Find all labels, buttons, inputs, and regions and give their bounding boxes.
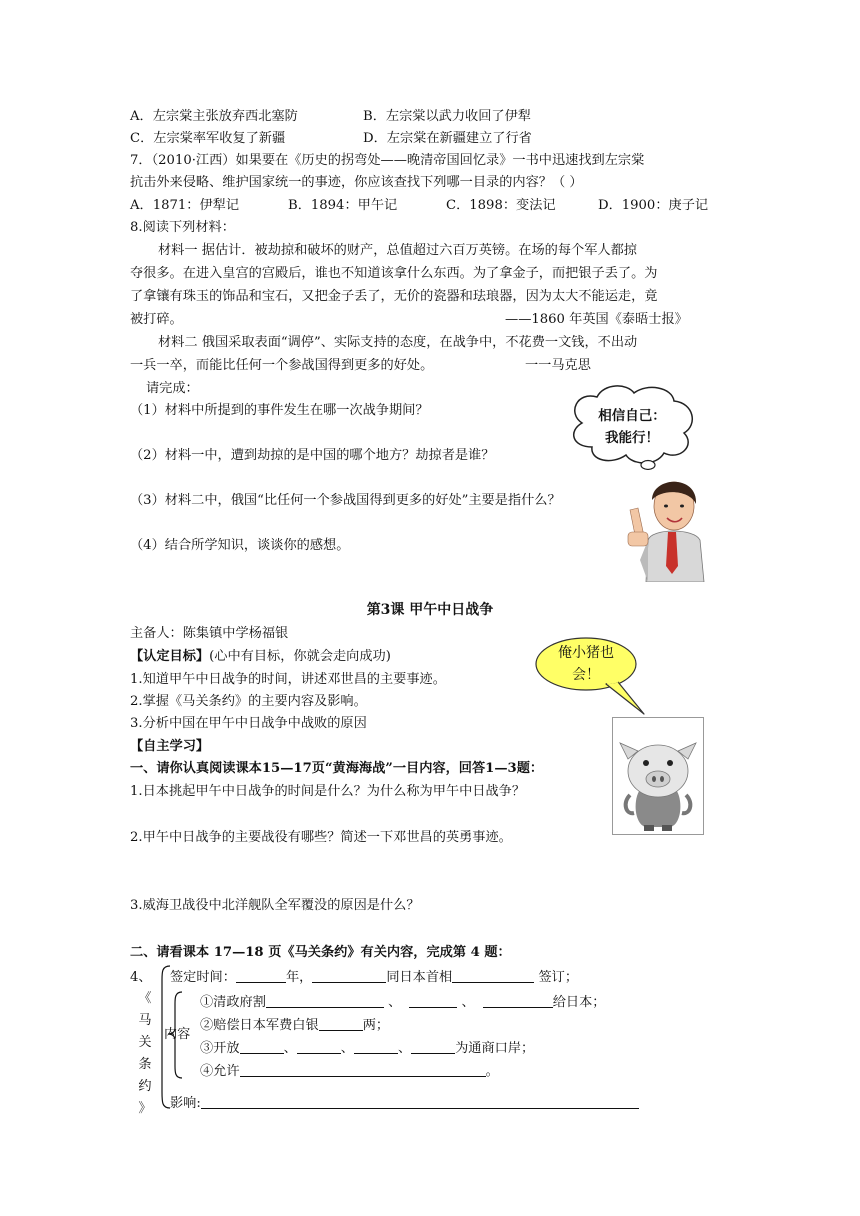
c1-blank-3[interactable] [483,993,553,1008]
q8-material2-source: 一一马克思 [525,358,591,373]
q8-material1-line4: 被打碎。 [130,312,183,327]
section2-heading: 二、请看课本 17—18 页《马关条约》有关内容，完成第 4 题： [130,945,511,960]
effect-row [170,1094,639,1114]
section1-q1: 1.日本挑起甲午中日战争的时间是什么？为什么称为甲午中日战争？ [130,784,526,799]
sign-person-blank[interactable] [312,968,386,983]
goal-heading: 【认定目标】 [130,649,210,664]
lesson-preparer: 主备人：陈集镇中学杨福银 [130,626,289,641]
sign-japan-pm-blank[interactable] [452,968,534,983]
c1-blank-2[interactable] [409,993,457,1008]
content-row-1 [200,993,605,1013]
q6-option-c: C．左宗棠率军收复了新疆 [130,131,286,146]
pig-picture [612,717,704,835]
bubble2-line2: 会！ [572,667,600,683]
q7-option-b: B．1894：甲午记 [288,198,398,213]
q6-option-a: A．左宗棠主张放弃西北塞防 [130,109,298,124]
q8-sub2: （2）材料一中，遭到劫掠的是中国的哪个地方？劫掠者是谁？ [130,448,495,463]
treaty-number: 4、 [130,970,152,985]
c3-sep: 、 [340,1041,354,1056]
c1-sep1: 、 [383,995,402,1010]
q7-option-c: C．1898：变法记 [446,198,556,213]
section1-q2: 2.甲午中日战争的主要战役有哪些？简述一下邓世昌的英勇事迹。 [130,830,512,845]
q8-please-complete: 请完成： [146,381,199,396]
c1-end: 给日本； [552,995,606,1010]
c3-blank-2[interactable] [297,1039,341,1054]
goal-heading-row [130,647,391,667]
q7-option-a: A．1871：伊犁记 [130,198,240,213]
q8-sub3: （3）材料二中，俄国“比任何一个参战国得到更多的好处”主要是指什么？ [130,493,561,508]
c1-label: ①清政府割 [200,995,266,1010]
bubble2-line1: 俺小猪也 [558,645,614,661]
treaty-vchar: 马 [138,1013,152,1028]
section1-q3: 3.威海卫战役中北洋舰队全军覆没的原因是什么？ [130,898,420,913]
sign-year-label: 年， [285,970,313,985]
q8-material2-line1: 材料二 俄国采取表面“调停”、实际支持的态度，在战争中，不花费一文钱，不出动 [158,335,638,350]
q6-option-d: D．左宗棠在新疆建立了行省 [363,131,532,146]
effect-blank[interactable] [201,1094,639,1109]
q7-option-d: D．1900：庚子记 [598,198,709,213]
c4-end: 。 [485,1064,499,1079]
c2-end: 两； [362,1018,390,1033]
goal-note: (心中有目标，你就会走向成功) [209,649,391,664]
treaty-vchar: 条 [138,1057,152,1072]
effect-label: 影响: [170,1096,201,1111]
q8-sub4: （4）结合所学知识，谈谈你的感想。 [130,538,350,553]
c3-label: ③开放 [200,1041,240,1056]
sign-year-blank[interactable] [236,968,286,983]
self-study-heading: 【自主学习】 [130,739,210,754]
bubble1-line2: 我能行！ [605,430,659,446]
c3-blank-4[interactable] [411,1039,455,1054]
c2-label: ②赔偿日本军费白银 [200,1018,319,1033]
treaty-vchar: 《 [138,991,152,1006]
sign-end: 签订； [534,970,579,985]
goal-3: 3.分析中国在甲午中日战争中战败的原因 [130,716,367,731]
q8-material2-line2: 一兵一卒，而能比任何一个参战国得到更多的好处。 [130,358,434,373]
goal-1: 1.知道甲午中日战争的时间，讲述邓世昌的主要事迹。 [130,672,446,687]
treaty-vchar: 》 [138,1101,152,1116]
q7-line2: 抗击外来侵略、维护国家统一的事迹，你应该查找下列哪一目录的内容？（ ） [130,175,583,190]
treaty-content-label: 内容 [164,1027,191,1042]
q8-intro: 8.阅读下列材料： [130,220,235,235]
c3-blank-3[interactable] [354,1039,398,1054]
treaty-vchar: 关 [138,1035,152,1050]
content-row-2 [200,1016,389,1036]
q8-material1-line1: 材料一 据估计．被劫掠和破坏的财产，总值超过六百万英镑。在场的每个军人都掠 [158,243,637,258]
c3-sep: 、 [397,1041,412,1056]
girl-photo [618,470,728,582]
treaty-sign-row [170,968,578,988]
c4-label: ④允许 [200,1064,240,1079]
c4-blank[interactable] [240,1062,486,1077]
q7-line1: 7．（2010·江西）如果要在《历史的拐弯处——晚清帝国回忆录》一书中迅速找到左宗棠 [130,153,645,168]
q8-material1-line2: 夺很多。在进入皇宫的宫殿后，谁也不知道该拿什么东西。为了拿金子，而把银子丢了。为 [130,266,658,281]
bubble2-text [546,642,626,686]
content-row-3 [200,1039,534,1059]
sign-japan-label: 同日本首相 [386,970,453,985]
bubble1-text [586,405,678,449]
section1-heading: 一、请你认真阅读课本15—17页“黄海海战”一目内容，回答1—3题： [130,761,544,776]
c3-end: 为通商口岸； [455,1041,535,1056]
lesson-title: 第3课 甲午中日战争 [366,602,494,618]
c1-blank-1[interactable] [266,993,384,1008]
c3-blank-1[interactable] [240,1039,284,1054]
bubble1-line1: 相信自己： [598,408,666,424]
c1-sep2: 、 [457,995,475,1010]
goal-2: 2.掌握《马关条约》的主要内容及影响。 [130,694,367,709]
q8-material1-source: ——1860 年英国《泰晤士报》 [505,312,688,327]
c2-blank[interactable] [319,1016,363,1031]
q6-option-b: B．左宗棠以武力收回了伊犁 [363,109,531,124]
sign-label: 签定时间： [170,970,236,985]
c3-sep: 、 [283,1041,297,1056]
q8-sub1: （1）材料中所提到的事件发生在哪一次战争期间？ [130,403,429,418]
content-row-4 [200,1062,499,1082]
q8-material1-line3: 了拿镶有珠玉的饰品和宝石，又把金子丢了，无价的瓷器和珐琅器，因为太大不能运走，竟 [130,289,658,304]
treaty-vchar: 约 [138,1079,152,1094]
